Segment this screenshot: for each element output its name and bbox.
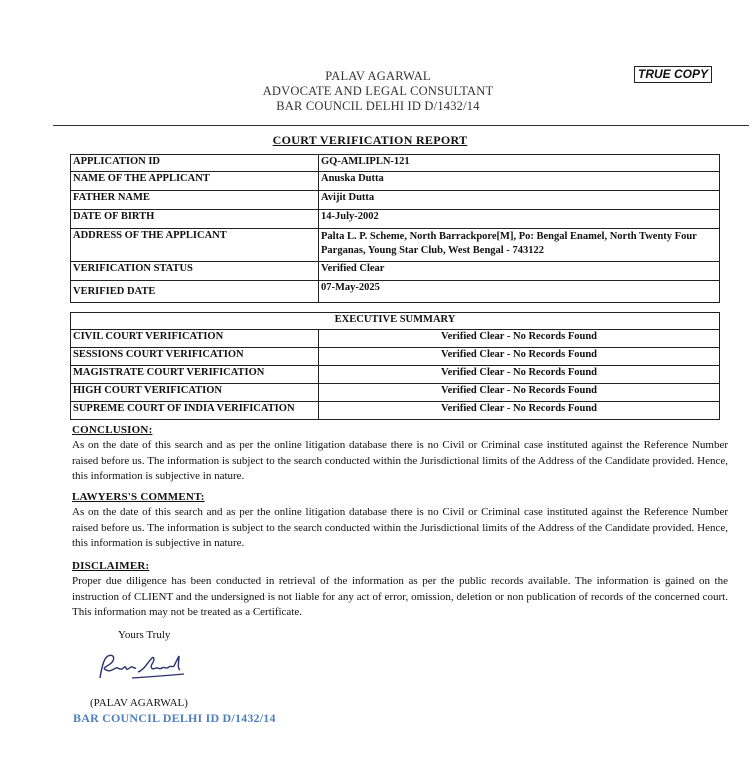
closing-text: Yours Truly	[118, 629, 171, 641]
disclaimer-title: DISCLAIMER:	[72, 560, 150, 572]
summary-value: Verified Clear - No Records Found	[319, 348, 720, 366]
table-row	[71, 155, 720, 172]
summary-label: MAGISTRATE COURT VERIFICATION	[71, 366, 319, 384]
signatory-name: (PALAV AGARWAL)	[90, 697, 188, 709]
info-value: 07-May-2025	[319, 281, 720, 303]
summary-value: Verified Clear - No Records Found	[319, 384, 720, 402]
advocate-name: PALAV AGARWAL	[325, 69, 431, 83]
conclusion-section	[72, 424, 728, 485]
summary-label: HIGH COURT VERIFICATION	[71, 384, 319, 402]
applicant-info-table	[70, 154, 720, 303]
info-label: NAME OF THE APPLICANT	[71, 172, 319, 191]
lawyers-comment-text: As on the date of this search and as per the online litigation database there is no Civil or Criminal case instituted against the Reference Number raised before us. The information is subject to the search conducted within the Jurisdictional limits of the Address of the Candidate provided. Hence, this information is subjective in nature.	[72, 506, 728, 549]
info-value: 14-July-2002	[319, 210, 720, 229]
info-value: GQ-AMLIPLN-121	[319, 155, 720, 172]
table-row	[71, 330, 720, 348]
info-value: Anuska Dutta	[319, 172, 720, 191]
info-value: Avijit Dutta	[319, 191, 720, 210]
summary-label: SESSIONS COURT VERIFICATION	[71, 348, 319, 366]
executive-summary-table	[70, 312, 720, 420]
info-label: ADDRESS OF THE APPLICANT	[71, 229, 319, 262]
header-divider	[53, 125, 749, 126]
advocate-role: ADVOCATE AND LEGAL CONSULTANT	[262, 84, 494, 98]
disclaimer-section	[72, 560, 728, 621]
lawyers-comment-title: LAWYERS'S COMMENT:	[72, 491, 205, 503]
summary-value: Verified Clear - No Records Found	[319, 330, 720, 348]
table-row	[71, 172, 720, 191]
info-label: VERIFIED DATE	[71, 281, 319, 303]
lawyers-comment-section	[72, 491, 728, 552]
conclusion-title: CONCLUSION:	[72, 424, 153, 436]
table-row	[71, 348, 720, 366]
advocate-bar-id: BAR COUNCIL DELHI ID D/1432/14	[276, 99, 480, 113]
summary-label: CIVIL COURT VERIFICATION	[71, 330, 319, 348]
table-row	[71, 313, 720, 330]
info-value: Palta L. P. Scheme, North Barrackpore[M], Po: Bengal Enamel, North Twenty Four Parganas, Young Star Club, West Bengal - 743122	[319, 229, 720, 262]
table-row	[71, 191, 720, 210]
table-row	[71, 281, 720, 303]
info-label: VERIFICATION STATUS	[71, 262, 319, 281]
handwritten-signature-icon	[92, 648, 192, 688]
table-row	[71, 229, 720, 262]
info-label: DATE OF BIRTH	[71, 210, 319, 229]
table-row	[71, 384, 720, 402]
conclusion-text: As on the date of this search and as per the online litigation database there is no Civil or Criminal case instituted against the Reference Number raised before us. The information is subject to the search conducted within the Jurisdictional limits of the Address of the Candidate provided. Hence, this information is subjective in nature.	[72, 439, 728, 482]
table-row	[71, 366, 720, 384]
summary-value: Verified Clear - No Records Found	[319, 366, 720, 384]
table-row	[71, 402, 720, 420]
report-title: COURT VERIFICATION REPORT	[272, 133, 468, 147]
signatory-bar-id: BAR COUNCIL DELHI ID D/1432/14	[73, 711, 276, 725]
info-value: Verified Clear	[319, 262, 720, 281]
true-copy-stamp: TRUE COPY	[634, 66, 712, 83]
info-label: FATHER NAME	[71, 191, 319, 210]
summary-value: Verified Clear - No Records Found	[319, 402, 720, 420]
table-row	[71, 262, 720, 281]
summary-heading: EXECUTIVE SUMMARY	[71, 313, 720, 330]
info-label: APPLICATION ID	[71, 155, 319, 172]
summary-label: SUPREME COURT OF INDIA VERIFICATION	[71, 402, 319, 420]
signature-image	[92, 648, 192, 693]
table-row	[71, 210, 720, 229]
disclaimer-text: Proper due diligence has been conducted in retrieval of the information as per the public records available. The information is gained on the instruction of CLIENT and the undersigned is not liable for any act of error, omission, deletion or non publication of records of the concerned court. This information may not be treated as a Certificate.	[72, 575, 728, 618]
